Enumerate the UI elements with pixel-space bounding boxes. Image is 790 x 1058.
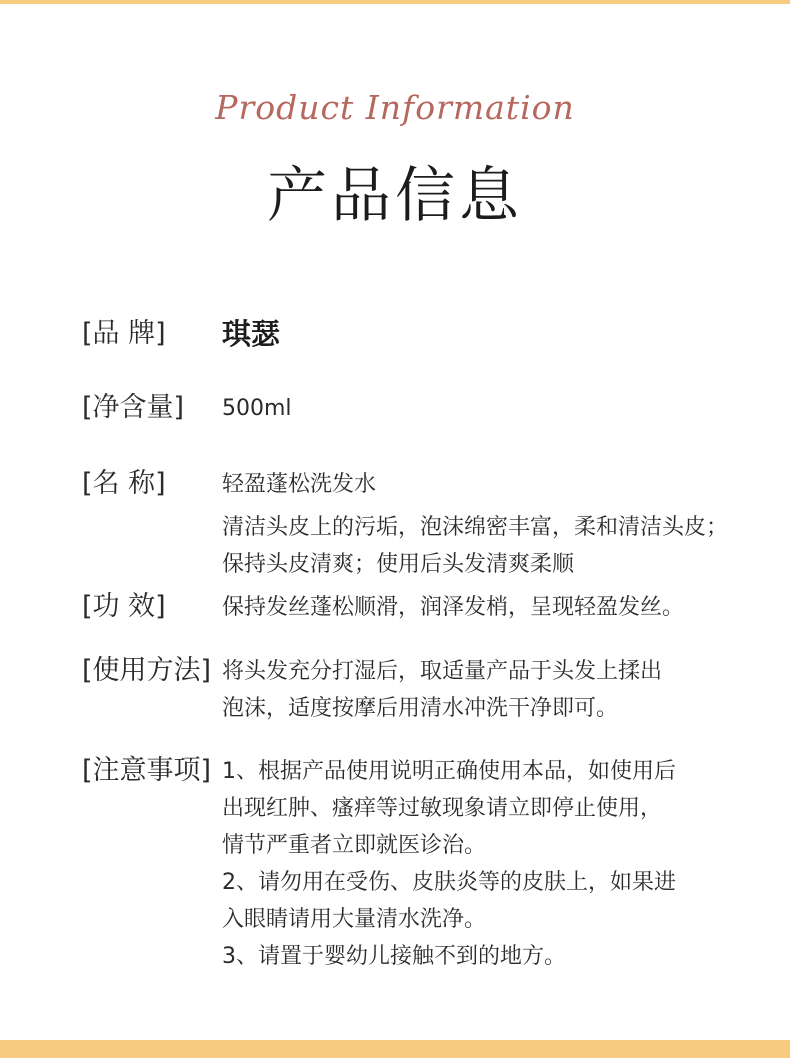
value-usage	[222, 653, 772, 727]
label-brand: [品 牌]	[82, 318, 166, 349]
label-name: [名 称]	[82, 468, 166, 499]
value-volume	[222, 390, 772, 427]
usage-line: 泡沫，适度按摩后用清水冲洗干净即可。	[222, 696, 619, 721]
value-notes	[222, 753, 772, 975]
bottom-accent-band	[0, 1040, 790, 1058]
value-volume-text: 500ml	[222, 396, 292, 421]
notes-line: 出现红肿、瘙痒等过敏现象请立即停止使用，	[222, 796, 663, 821]
notes-line: 情节严重者立即就医诊治。	[222, 833, 487, 858]
top-accent-band	[0, 0, 790, 4]
value-effect	[222, 509, 772, 626]
effect-line: 保持头皮清爽；使用后头发清爽柔顺	[222, 552, 575, 577]
script-title: Product Information	[215, 88, 575, 127]
label-notes: [注意事项]	[82, 755, 212, 786]
value-name-text: 轻盈蓬松洗发水	[222, 472, 377, 497]
label-volume: [净含量]	[82, 392, 185, 423]
value-name	[222, 466, 772, 503]
label-usage: [使用方法]	[82, 655, 212, 686]
notes-line: 3、请置于婴幼儿接触不到的地方。	[222, 944, 566, 969]
notes-line: 入眼睛请用大量清水洗净。	[222, 907, 487, 932]
usage-line: 将头发充分打湿后，取适量产品于头发上揉出	[222, 659, 663, 684]
label-effect: [功 效]	[82, 591, 166, 622]
effect-line: 保持发丝蓬松顺滑，润泽发梢，呈现轻盈发丝。	[222, 595, 685, 620]
effect-line: 清洁头皮上的污垢，泡沫绵密丰富，柔和清洁头皮；	[222, 515, 729, 540]
notes-line: 2、请勿用在受伤、皮肤炎等的皮肤上，如果进	[222, 870, 676, 895]
value-brand: 琪瑟	[222, 317, 281, 351]
notes-line: 1、根据产品使用说明正确使用本品，如使用后	[222, 759, 676, 784]
page-title: 产品信息	[267, 161, 523, 231]
